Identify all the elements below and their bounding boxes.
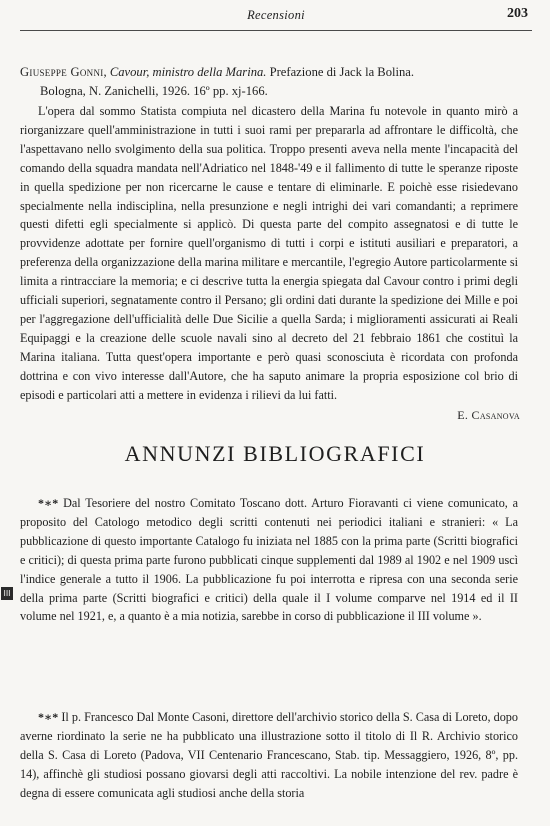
page-header [20,6,532,31]
notice-item [20,708,518,803]
notice-text: Dal Tesoriere del nostro Comitato Toscano dott. Arturo Fioravanti ci viene comunicato, a proposito del Catologo metodico degli scritti contenuti nei periodici italiani e stranieri: « La pubblicazione di questo importante Catalogo fu iniziata nel 1885 con la prima parte (Scritti biografici e critici); di questa prima parte furono pubblicati cinque supplementi dal 1989 al 1902 e nel 1909 uscì l'indice generale a tutto il 1906. La pubblicazione fu poi interrotta e ripresa con una seconda serie della prima parte (Scritti biografici e critici) della quale il I volume comparve nel 1914 ed il II volume nel 1921, e, a quanto è a mia notizia, sarebbe in corso di pubblicazione il III volume ». [20,496,518,624]
review-book-title: Cavour, ministro della Marina. [109,65,267,79]
asterism-icon: *∗* [38,496,59,510]
asterism-icon: *∗* [38,710,59,724]
review-signature: E. Casanova [457,408,520,422]
review-publication: Bologna, N. Zanichelli, 1926. 16º pp. xj-166. [40,84,268,98]
review-body: L'opera dal sommo Statista compiuta nel dicastero della Marina fu notevole in quanto mirò a riorganizzare quell'amministrazione in tutti i suoi rami per prepararla ad affrontare le difficoltà, che l'aspettavano nello svolgimento della sua politica. Troppo presenti aveva nella mente l'incapacità del comando della squadra mandata nell'Adriatico nel 1848-'49 e il fallimento di tutte le speranze riposte in quella spedizione per non ricercarne le cause e tentare di eliminarle. E poichè esse risiedevano specialmente nella indisciplina, nella presunzione e negli intrighi dei vari comandanti; a reprimere questi difetti egli specialmente si applicò. Di questa parte del compito assegnatosi e di tutte le provvidenze adottate per fornire quell'organismo di tutti i corpi e istituti ausiliari e preparatori, a preferenza della organizzazione della marina militare e mercantile, l'egregio Autore particolarmente si limita a rintracciare la memoria; e ci descrive tutta la energia spiegata dal Cavour contro i primi degli ufficiali superiori, segnatamente contro il Persano; gli ordini dati durante la spedizione dei Mille e poi per l'aggregazione dell'ufficialità delle Due Sicilie a quella Sarda; i miglioramenti assicurati ai Reali Equipaggi e la creazione delle scuole navali sino al decreto del 21 febbraio 1861 che costituì la Marina italiana. Tutta quest'opera importante e però quasi sconosciuta è ricordata con profonda dottrina e con vivo interesse dall'Autore, che ha saputo animare la propria esposizione col brio di episodi e particolari atti a mettere in evidenza i rilievi da lui fatti. [20,104,518,402]
review-preface: Prefazione di Jack la Bolina. [269,65,415,79]
notice-text: Il p. Francesco Dal Monte Casoni, direttore dell'archivio storico della S. Casa di Loreto, dopo averne riordinato la serie ne ha pubblicato una illustrazione sotto il titolo di Il R. Archivio storico della S. Casa di Loreto (Padova, VII Centenario Francescano, Stab. tip. Messaggiero, 1926, 8º, pp. 14), affinchè gli studiosi possano giovarsi degli atti raccoltivi. La nobile intenzione del rev. padre è degna di essere comunicata agli studiosi anche della storia [20,710,518,800]
notice-item [20,494,518,626]
section-title: ANNUNZI BIBLIOGRAFICI [124,441,426,466]
review-author: Giuseppe Gonni [20,65,104,79]
review-citation: Giuseppe Gonni, Cavour, ministro della Marina. Prefazione di Jack la Bolina. Bologna, N. Zanichelli, 1926. 16º pp. xj-166. [20,63,520,101]
page-number: 203 [507,6,528,21]
running-title: Recensioni [247,8,305,22]
margin-mark: III [1,587,13,600]
